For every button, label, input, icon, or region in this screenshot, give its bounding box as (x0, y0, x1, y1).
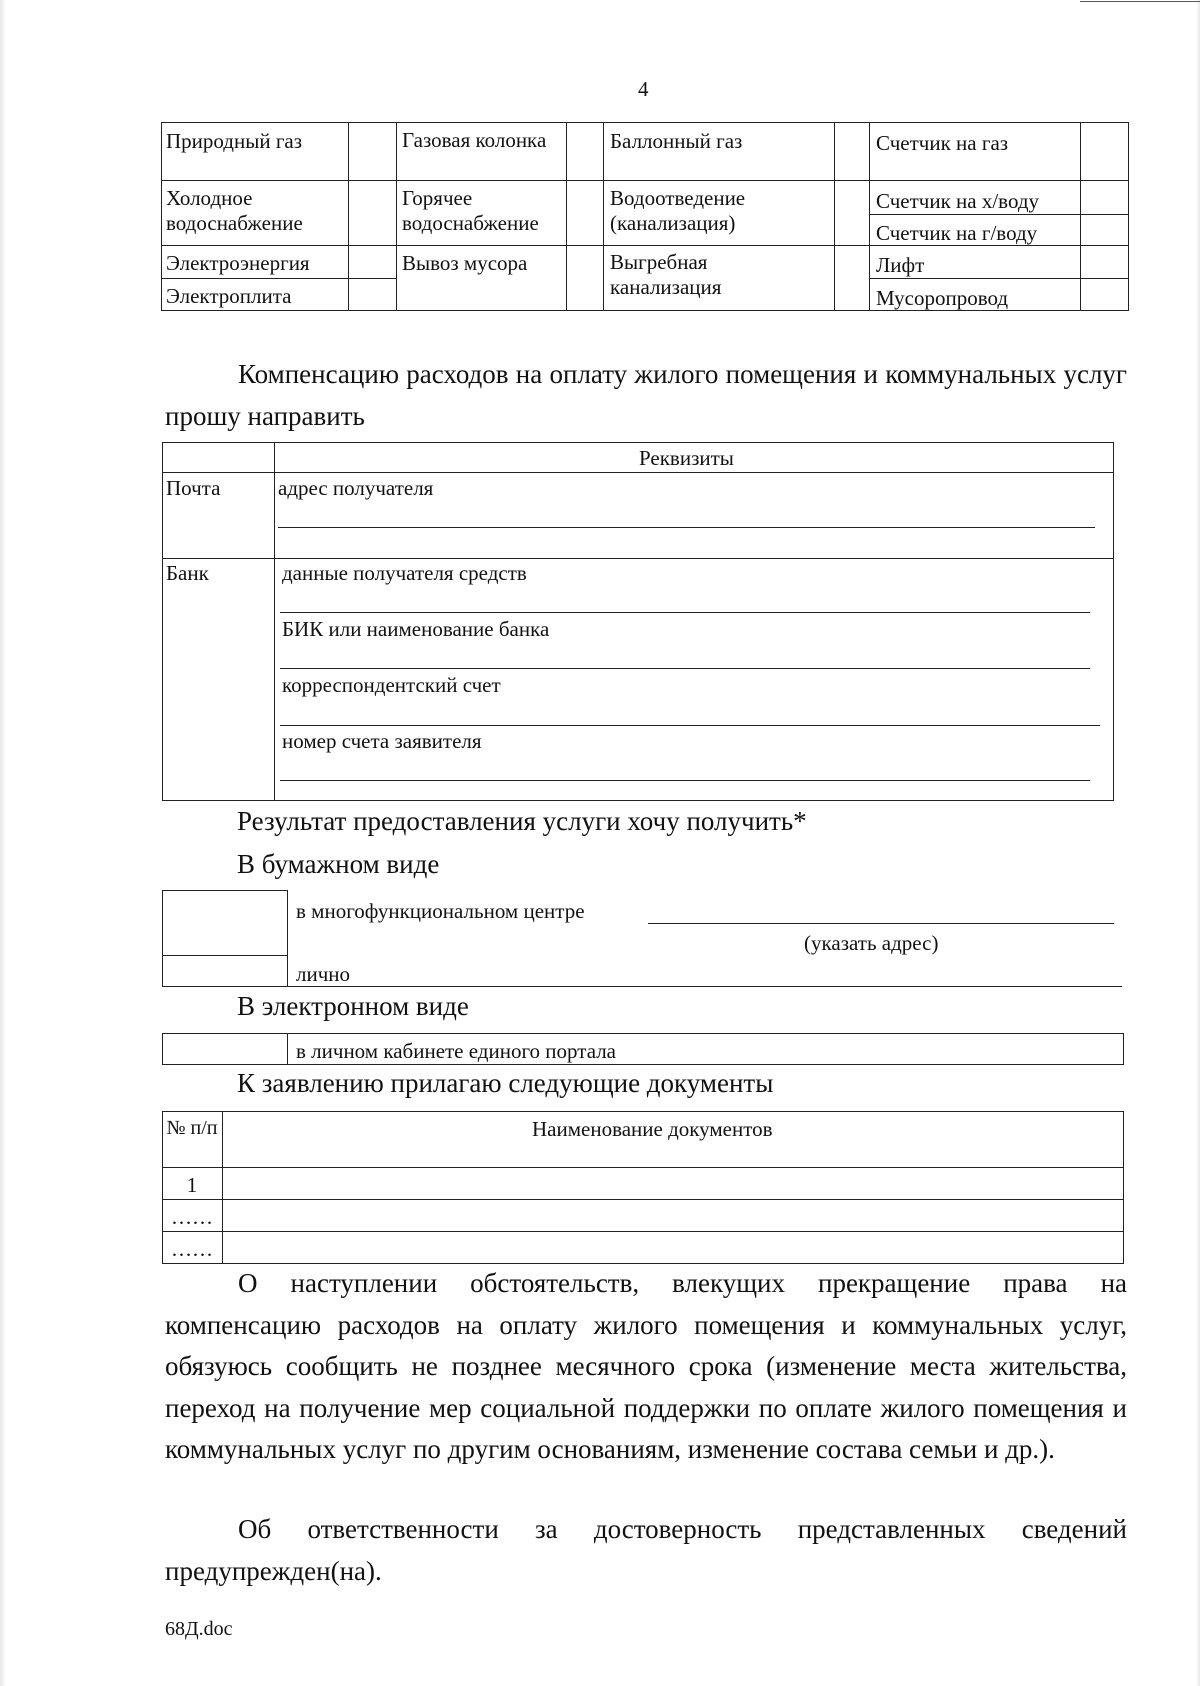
doc-row-number: 1 (186, 1173, 198, 1197)
doc-row-number: …… (171, 1237, 213, 1261)
responsibility-paragraph: Об ответственности за достоверность представленных сведений предупрежден(на). (165, 1514, 1127, 1586)
mfc-checkbox[interactable] (163, 891, 286, 954)
utility-gas-meter: Счетчик на газ (876, 131, 1009, 155)
bank-field-corr-account: корреспондентский счет (282, 673, 501, 697)
doc-row-name[interactable] (223, 1232, 1122, 1262)
portal-checkbox[interactable] (163, 1034, 286, 1063)
utility-cold-water: Холодное водоснабжение (166, 186, 303, 235)
bank-field-bik: БИК или наименование банка (282, 617, 550, 641)
mfc-address-line[interactable] (648, 923, 1114, 924)
utility-electricity: Электроэнергия (166, 251, 310, 275)
bank-recipient-line[interactable] (280, 612, 1090, 613)
obligation-paragraph: О наступлении обстоятельств, влекущих прекращение права на компенсацию расходов на оплату жилого помещения и коммунальных услуг, обязуюсь сообщить не позднее месячного срока (изменение места жительства, переход на получение мер социальной поддержки по оплате жилого помещения и коммунальных услуг по другим основаниям, изменение состава семьи и др.). (165, 1268, 1127, 1464)
post-field-label: адрес получателя (278, 476, 434, 500)
utility-chute: Мусоропровод (876, 286, 1009, 310)
utility-gas: Природный газ (166, 129, 303, 153)
utility-bottled-gas: Баллонный газ (610, 129, 743, 153)
post-address-line[interactable] (278, 527, 1095, 528)
utility-stove: Электроплита (166, 284, 292, 308)
utility-water-heater: Газовая колонка (402, 128, 547, 152)
bank-field-recipient: данные получателя средств (282, 561, 527, 585)
personal-checkbox[interactable] (163, 956, 286, 985)
utility-hot-water: Горячее водоснабжение (402, 186, 539, 235)
post-label: Почта (166, 476, 221, 500)
doc-row-name[interactable] (223, 1168, 1122, 1198)
mfc-option-label: в многофункциональном центре (296, 899, 585, 923)
utility-cesspool: Выгребная канализация (610, 250, 722, 299)
scan-edge-left (0, 0, 6, 1686)
compensation-intro: Компенсацию расходов на оплату жилого помещения и коммунальных услуг прошу направить (165, 359, 1127, 431)
personal-option-label: лично (296, 962, 351, 986)
bank-bik-line[interactable] (280, 668, 1090, 669)
utility-garbage: Вывоз мусора (402, 251, 528, 275)
portal-option-label: в личном кабинете единого портала (296, 1039, 617, 1063)
result-title: Результат предоставления услуги хочу получить* (237, 806, 807, 836)
address-hint: (указать адрес) (804, 931, 939, 955)
col-number-header: № п/п (166, 1117, 218, 1139)
col-name-header: Наименование документов (532, 1117, 773, 1141)
scan-corner-mark (1080, 1, 1200, 2)
bank-account-line[interactable] (280, 780, 1090, 781)
utility-hot-meter: Счетчик на г/воду (876, 221, 1038, 245)
doc-row-name[interactable] (223, 1200, 1122, 1230)
electronic-form-heading: В электронном виде (237, 991, 469, 1021)
utility-cold-meter: Счетчик на х/воду (876, 189, 1040, 213)
bank-corr-account-line[interactable] (280, 725, 1100, 726)
paper-form-heading: В бумажном виде (237, 849, 440, 879)
utility-lift: Лифт (876, 253, 925, 277)
requisites-header: Реквизиты (639, 446, 734, 470)
page-number: 4 (638, 77, 649, 101)
footer-filename: 68Д.doc (165, 1618, 233, 1640)
doc-row-number: …… (171, 1205, 213, 1229)
bank-field-account: номер счета заявителя (282, 729, 482, 753)
bank-label: Банк (166, 561, 209, 585)
utility-sewerage: Водоотведение (канализация) (610, 186, 746, 235)
scan-edge-right (1196, 0, 1200, 1686)
documents-title: К заявлению прилагаю следующие документы (237, 1068, 774, 1098)
